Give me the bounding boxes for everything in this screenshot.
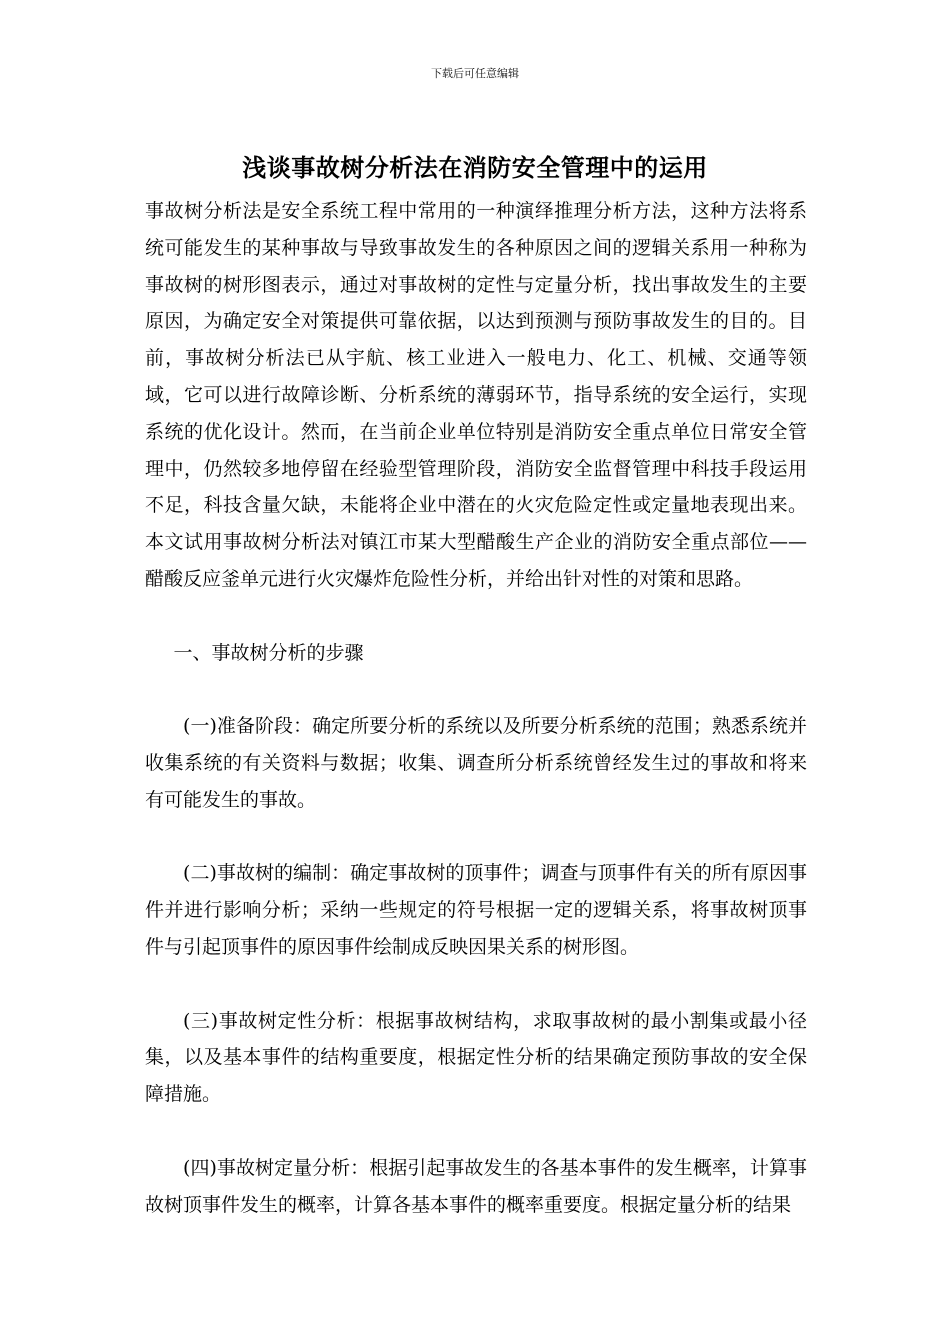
page-header: 下载后可任意编辑	[431, 67, 519, 80]
paragraph-spacer	[145, 671, 807, 708]
step-paragraph-1: (一)准备阶段：确定所要分析的系统以及所要分析系统的范围；熟悉系统并收集系统的有关资料与数据；收集、调查所分析系统曾经发生过的事故和将来有可能发生的事故。	[145, 715, 807, 811]
paragraph-spacer	[145, 598, 807, 635]
intro-paragraph: 事故树分析法是安全系统工程中常用的一种演绎推理分析方法，这种方法将系统可能发生的某种事故与导致事故发生的各种原因之间的逻辑关系用一种称为事故树的树形图表示，通过对事故树的定性与定量分析，找出事故发生的主要原因，为确定安全对策提供可靠依据，以达到预测与预防事故发生的目的。目前，事故树分析法已从宇航、核工业进入一般电力、化工、机械、交通等领域，它可以进行故障诊断、分析系统的薄弱环节，指导系统的安全运行，实现系统的优化设计。然而，在当前企业单位特别是消防安全重点单位日常安全管理中，仍然较多地停留在经验型管理阶段，消防安全监督管理中科技手段运用不足，科技含量欠缺，未能将企业中潜在的火灾危险定性或定量地表现出来。本文试用事故树分析法对镇江市某大型醋酸生产企业的消防安全重点部位——醋酸反应釜单元进行火灾爆炸危险性分析，并给出针对性的对策和思路。	[145, 200, 807, 590]
paragraph-spacer	[145, 819, 807, 856]
step-paragraph-2: (二)事故树的编制：确定事故树的顶事件；调查与顶事件有关的所有原因事件并进行影响分析；采纳一些规定的符号根据一定的逻辑关系，将事故树顶事件与引起顶事件的原因事件绘制成反映因果关系的树形图。	[145, 862, 807, 958]
step-paragraph-3: (三)事故树定性分析：根据事故树结构，求取事故树的最小割集或最小径集，以及基本事件的结构重要度，根据定性分析的结果确定预防事故的安全保障措施。	[145, 1009, 807, 1106]
step-paragraph-4: (四)事故树定量分析：根据引起事故发生的各基本事件的发生概率，计算事故树顶事件发生的概率，计算各基本事件的概率重要度。根据定量分析的结果	[145, 1156, 807, 1216]
document-title: 浅谈事故树分析法在消防安全管理中的运用	[242, 153, 708, 182]
section-heading: 一、事故树分析的步骤	[173, 641, 364, 664]
paragraph-spacer	[145, 1113, 807, 1150]
paragraph-spacer	[145, 966, 807, 1003]
document-body	[145, 193, 807, 1223]
